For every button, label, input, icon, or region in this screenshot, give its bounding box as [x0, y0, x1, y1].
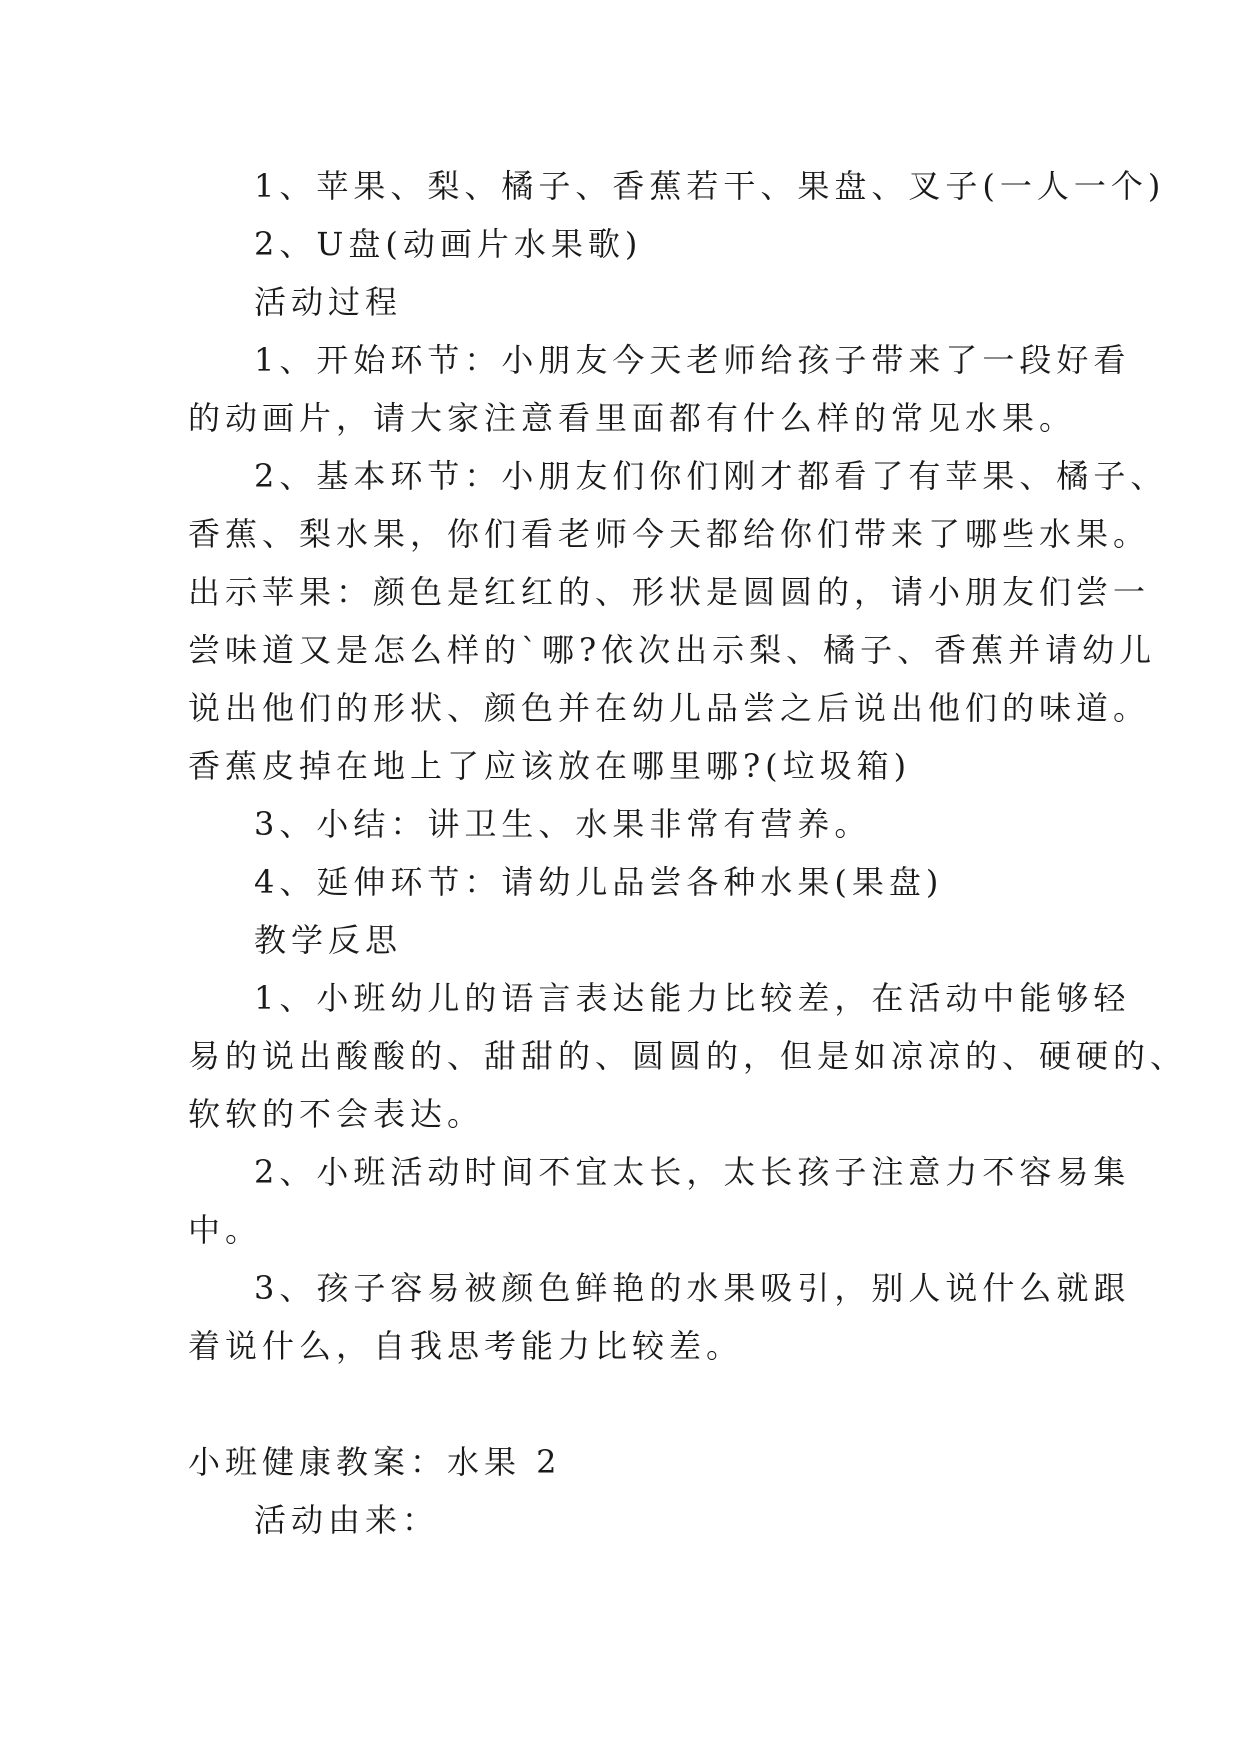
section-heading-process: 活动过程 [254, 283, 403, 321]
process-step-2-line-1: 2、基本环节：小朋友们你们刚才都看了有苹果、橘子、 [254, 457, 1168, 495]
lesson-title: 小班健康教案：水果 2 [188, 1443, 562, 1481]
process-step-2-line-3: 出示苹果：颜色是红红的、形状是圆圆的，请小朋友们尝一 [188, 573, 1151, 611]
reflection-1-line-2: 易的说出酸酸的、甜甜的、圆圆的，但是如凉凉的、硬硬的、 [188, 1037, 1188, 1075]
reflection-2-line-1: 2、小班活动时间不宜太长，太长孩子注意力不容易集 [254, 1153, 1131, 1191]
reflection-2-line-2: 中。 [188, 1211, 263, 1249]
reflection-3-line-1: 3、孩子容易被颜色鲜艳的水果吸引，别人说什么就跟 [254, 1269, 1131, 1307]
reflection-3-line-2: 着说什么，自我思考能力比较差。 [188, 1327, 744, 1365]
reflection-1-line-1: 1、小班幼儿的语言表达能力比较差，在活动中能够轻 [254, 979, 1131, 1017]
reflection-1-line-3: 软软的不会表达。 [188, 1095, 485, 1133]
materials-item-1: 1、苹果、梨、橘子、香蕉若干、果盘、叉子(一人一个) [254, 167, 1166, 205]
process-step-3: 3、小结：讲卫生、水果非常有营养。 [254, 805, 872, 843]
process-step-4: 4、延伸环节：请幼儿品尝各种水果(果盘) [254, 863, 944, 901]
process-step-1-line-1: 1、开始环节：小朋友今天老师给孩子带来了一段好看 [254, 341, 1131, 379]
process-step-2-line-2: 香蕉、梨水果，你们看老师今天都给你们带来了哪些水果。 [188, 515, 1151, 553]
section-heading-reflection: 教学反思 [254, 921, 403, 959]
process-step-1-line-2: 的动画片，请大家注意看里面都有什么样的常见水果。 [188, 399, 1077, 437]
materials-item-2: 2、U盘(动画片水果歌) [254, 225, 643, 263]
process-step-2-line-5: 说出他们的形状、颜色并在幼儿品尝之后说出他们的味道。 [188, 689, 1151, 727]
process-step-2-line-6: 香蕉皮掉在地上了应该放在哪里哪?(垃圾箱) [188, 747, 912, 785]
section-heading-origin: 活动由来： [254, 1501, 440, 1539]
process-step-2-line-4: 尝味道又是怎么样的`哪?依次出示梨、橘子、香蕉并请幼儿 [188, 631, 1157, 669]
